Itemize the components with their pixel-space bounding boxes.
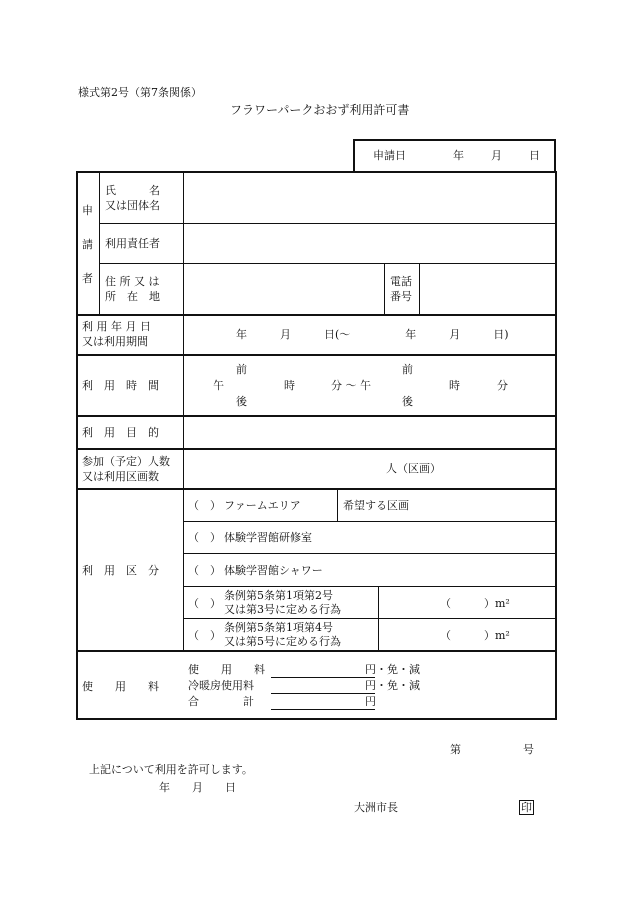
name-input[interactable] (185, 173, 555, 222)
act-1-area[interactable]: （ ）m² (440, 597, 510, 610)
purpose-input[interactable] (185, 417, 555, 447)
form-id: 様式第2号（第7条関係） (78, 86, 202, 99)
name-label-1: 氏 名 (105, 184, 160, 197)
usage-fee-label: 使 用 料 (188, 663, 265, 676)
desired-plot-label: 希望する区画 (343, 499, 409, 512)
time-am-pm-top-2: 前 (402, 363, 413, 376)
time-am-pm-bottom-1: 後 (236, 395, 247, 408)
fees-label: 使 用 料 (82, 680, 159, 693)
time-noon-1: 午 (213, 379, 224, 392)
hvac-fee-label: 冷暖房使用料 (188, 679, 254, 692)
category-label: 利 用 区 分 (82, 564, 159, 577)
permit-text: 上記について利用を許可します。 (89, 763, 253, 776)
usage-date-label-2: 又は利用期間 (82, 335, 148, 348)
permit-number-dai: 第 (450, 743, 461, 756)
time-am-pm-top-1: 前 (236, 363, 247, 376)
act-1-line-1: 条例第5条第1項第2号 (224, 589, 333, 602)
checkbox-training-room[interactable]: （ ） (188, 531, 221, 544)
usage-date-label-1: 利 用 年 月 日 (82, 320, 151, 333)
responsible-input[interactable] (185, 225, 555, 262)
checkbox-act-1[interactable]: （ ） (188, 597, 221, 610)
purpose-label: 利 用 目 的 (82, 426, 159, 439)
phone-input[interactable] (421, 265, 555, 313)
address-label-1: 住 所 又 は (105, 275, 160, 288)
time-hour-1: 時 (284, 379, 295, 392)
time-minute-to-noon: 分 〜 午 (331, 379, 371, 392)
address-input[interactable] (185, 265, 383, 313)
application-date-month: 月 (491, 149, 502, 162)
act-2-line-2: 又は第5号に定める行為 (224, 635, 341, 648)
checkbox-farm-area[interactable]: （ ） (188, 499, 221, 512)
responsible-label: 利用責任者 (105, 237, 160, 250)
applicant-label-1: 申 (82, 204, 93, 217)
application-date-year: 年 (453, 149, 464, 162)
permit-number-go: 号 (523, 743, 534, 756)
shower-label: 体験学習館シャワー (224, 564, 323, 577)
usage-fee-unit: 円・免・減 (365, 663, 420, 676)
mayor-label: 大洲市長 (354, 801, 398, 814)
permit-date: 年 月 日 (159, 781, 236, 794)
page-title: フラワーパークおおず利用許可書 (230, 103, 410, 117)
checkbox-act-2[interactable]: （ ） (188, 629, 221, 642)
act-2-area[interactable]: （ ）m² (440, 629, 510, 642)
total-fee-label: 合 計 (188, 695, 254, 708)
hvac-fee-unit: 円・免・減 (365, 679, 420, 692)
checkbox-shower[interactable]: （ ） (188, 564, 221, 577)
applicant-label-2: 請 (82, 238, 93, 251)
training-room-label: 体験学習館研修室 (224, 531, 312, 544)
applicant-label-3: 者 (82, 272, 93, 285)
application-date-day: 日 (529, 149, 540, 162)
time-hour-2: 時 (449, 379, 460, 392)
seal-stamp: 印 (521, 801, 532, 814)
phone-label-2: 番号 (390, 290, 412, 303)
time-minute-2: 分 (497, 379, 508, 392)
act-1-line-2: 又は第3号に定める行為 (224, 603, 341, 616)
total-fee-unit: 円 (365, 695, 376, 708)
address-label-2: 所 在 地 (105, 290, 160, 303)
usage-time-label: 利 用 時 間 (82, 379, 159, 392)
participants-label-1: 参加（予定）人数 (82, 455, 170, 468)
application-date-label: 申請日 (373, 149, 406, 162)
participants-unit: 人（区画） (386, 462, 441, 475)
participants-label-2: 又は利用区画数 (82, 470, 159, 483)
time-am-pm-bottom-2: 後 (402, 395, 413, 408)
phone-label-1: 電話 (390, 275, 412, 288)
farm-area-label: ファームエリア (224, 499, 301, 512)
act-2-line-1: 条例第5条第1項第4号 (224, 621, 333, 634)
usage-date-value[interactable]: 年 月 日(〜 年 月 日) (236, 328, 509, 341)
name-label-2: 又は団体名 (105, 199, 160, 212)
